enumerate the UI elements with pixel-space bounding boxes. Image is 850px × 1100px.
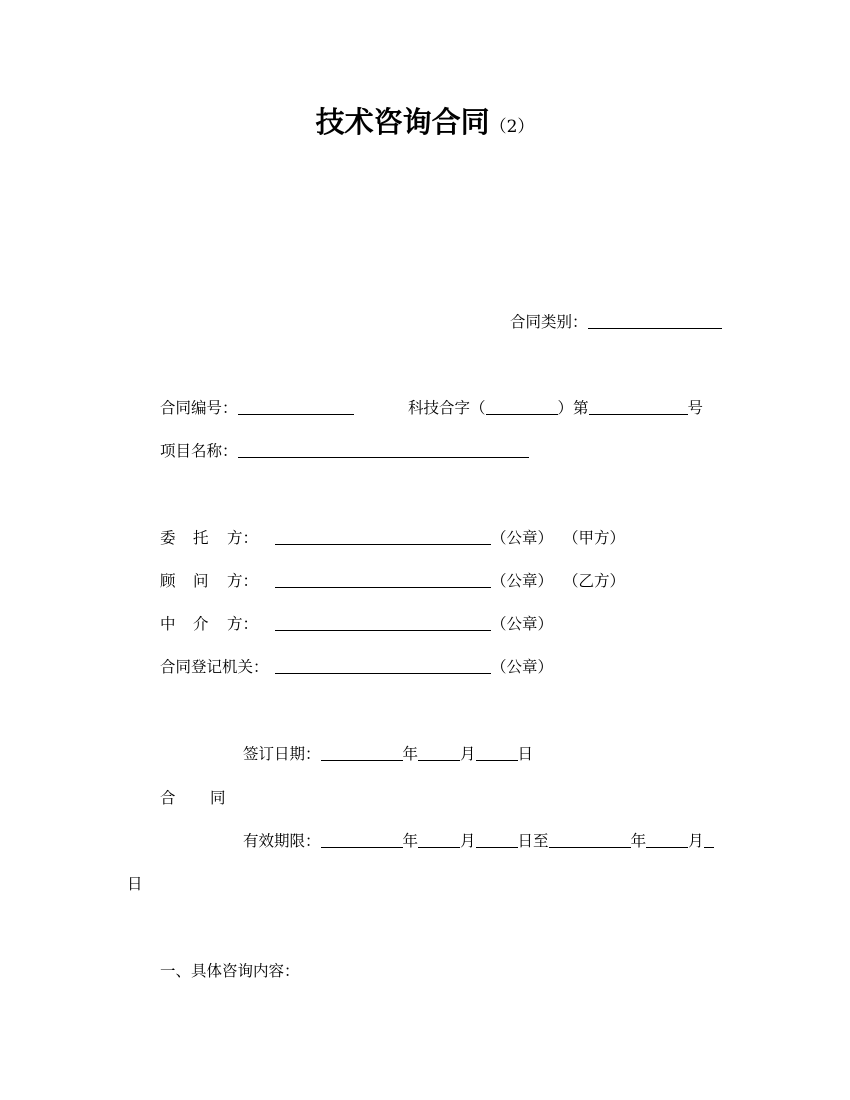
consultant-role: （乙方）: [563, 572, 626, 590]
client-label-char1: 委: [160, 529, 176, 547]
title-suffix: （2）: [489, 117, 535, 137]
validity-line: [243, 831, 714, 851]
consultant-label-char1: 顾: [160, 572, 176, 590]
contract-number-line: [160, 398, 354, 418]
validity-end-year-blank[interactable]: [549, 831, 631, 848]
project-name-blank[interactable]: [238, 441, 529, 458]
consultant-fill-line: [275, 571, 625, 591]
side-label-char2: 同: [210, 789, 226, 807]
validity-end-day-unit: 日: [127, 875, 143, 893]
intermediary-label-char1: 中: [160, 615, 176, 633]
signing-year-unit: 年: [402, 745, 419, 763]
contract-ref-suffix: 号: [687, 399, 704, 417]
section-1-heading: [160, 961, 300, 981]
contract-type-label: 合同类别：: [510, 313, 588, 331]
contract-ref-prefix: 科技合字（: [408, 399, 486, 417]
side-label-char1: 合: [160, 789, 176, 807]
contract-ref-year-blank[interactable]: [486, 398, 558, 415]
validity-end-month-unit: 月: [688, 832, 704, 850]
validity-end-day-blank[interactable]: [704, 831, 714, 848]
registry-fill-line: [275, 657, 553, 677]
intermediary-seal: （公章）: [491, 615, 554, 633]
registry-line: [160, 657, 269, 677]
intermediary-label-char3: 方：: [227, 615, 259, 633]
registry-blank[interactable]: [275, 657, 491, 674]
project-name-label: 项目名称：: [160, 442, 238, 460]
intermediary-fill-line: [275, 614, 553, 634]
client-role: （甲方）: [563, 529, 626, 547]
client-blank[interactable]: [275, 528, 491, 545]
consultant-seal: （公章）: [491, 572, 554, 590]
validity-start-day-blank[interactable]: [476, 831, 518, 848]
signing-month-blank[interactable]: [418, 744, 460, 761]
client-label-char2: 托: [193, 529, 209, 547]
intermediary-blank[interactable]: [275, 614, 491, 631]
contract-ref-middle: ）第: [557, 399, 589, 417]
document-title: [0, 100, 850, 141]
section-1-heading-text: 一、具体咨询内容：: [160, 962, 300, 980]
signing-day-unit: 日: [517, 745, 534, 763]
contract-ref-number-blank[interactable]: [589, 398, 688, 415]
contract-type-blank[interactable]: [588, 312, 722, 329]
signing-month-unit: 月: [460, 745, 476, 763]
consultant-label-char2: 问: [193, 572, 209, 590]
validity-wrap-line: [127, 874, 143, 894]
registry-label: 合同登记机关：: [160, 658, 269, 676]
registry-seal: （公章）: [491, 658, 554, 676]
consultant-label-char3: 方：: [227, 572, 259, 590]
contract-number-blank[interactable]: [238, 398, 354, 415]
client-fill-line: [275, 528, 625, 548]
validity-start-month-blank[interactable]: [418, 831, 460, 848]
client-label-char3: 方：: [227, 529, 259, 547]
validity-end-year-unit: 年: [630, 832, 647, 850]
validity-start-year-blank[interactable]: [321, 831, 403, 848]
signing-date-label: 签订日期：: [243, 745, 321, 763]
intermediary-label-char2: 介: [193, 615, 209, 633]
validity-end-month-blank[interactable]: [646, 831, 688, 848]
signing-date-line: [243, 744, 533, 764]
signing-day-blank[interactable]: [476, 744, 518, 761]
contract-type-line: [510, 312, 722, 332]
contract-ref-line: [408, 398, 703, 418]
client-seal: （公章）: [491, 529, 554, 547]
validity-start-month-unit: 月: [460, 832, 476, 850]
contract-number-label: 合同编号：: [160, 399, 238, 417]
title-main: 技术咨询合同: [315, 105, 490, 139]
validity-day-to: 日至: [517, 832, 549, 850]
signing-year-blank[interactable]: [321, 744, 403, 761]
validity-label: 有效期限：: [243, 832, 321, 850]
consultant-blank[interactable]: [275, 571, 491, 588]
validity-start-year-unit: 年: [402, 832, 419, 850]
project-name-line: [160, 441, 529, 461]
